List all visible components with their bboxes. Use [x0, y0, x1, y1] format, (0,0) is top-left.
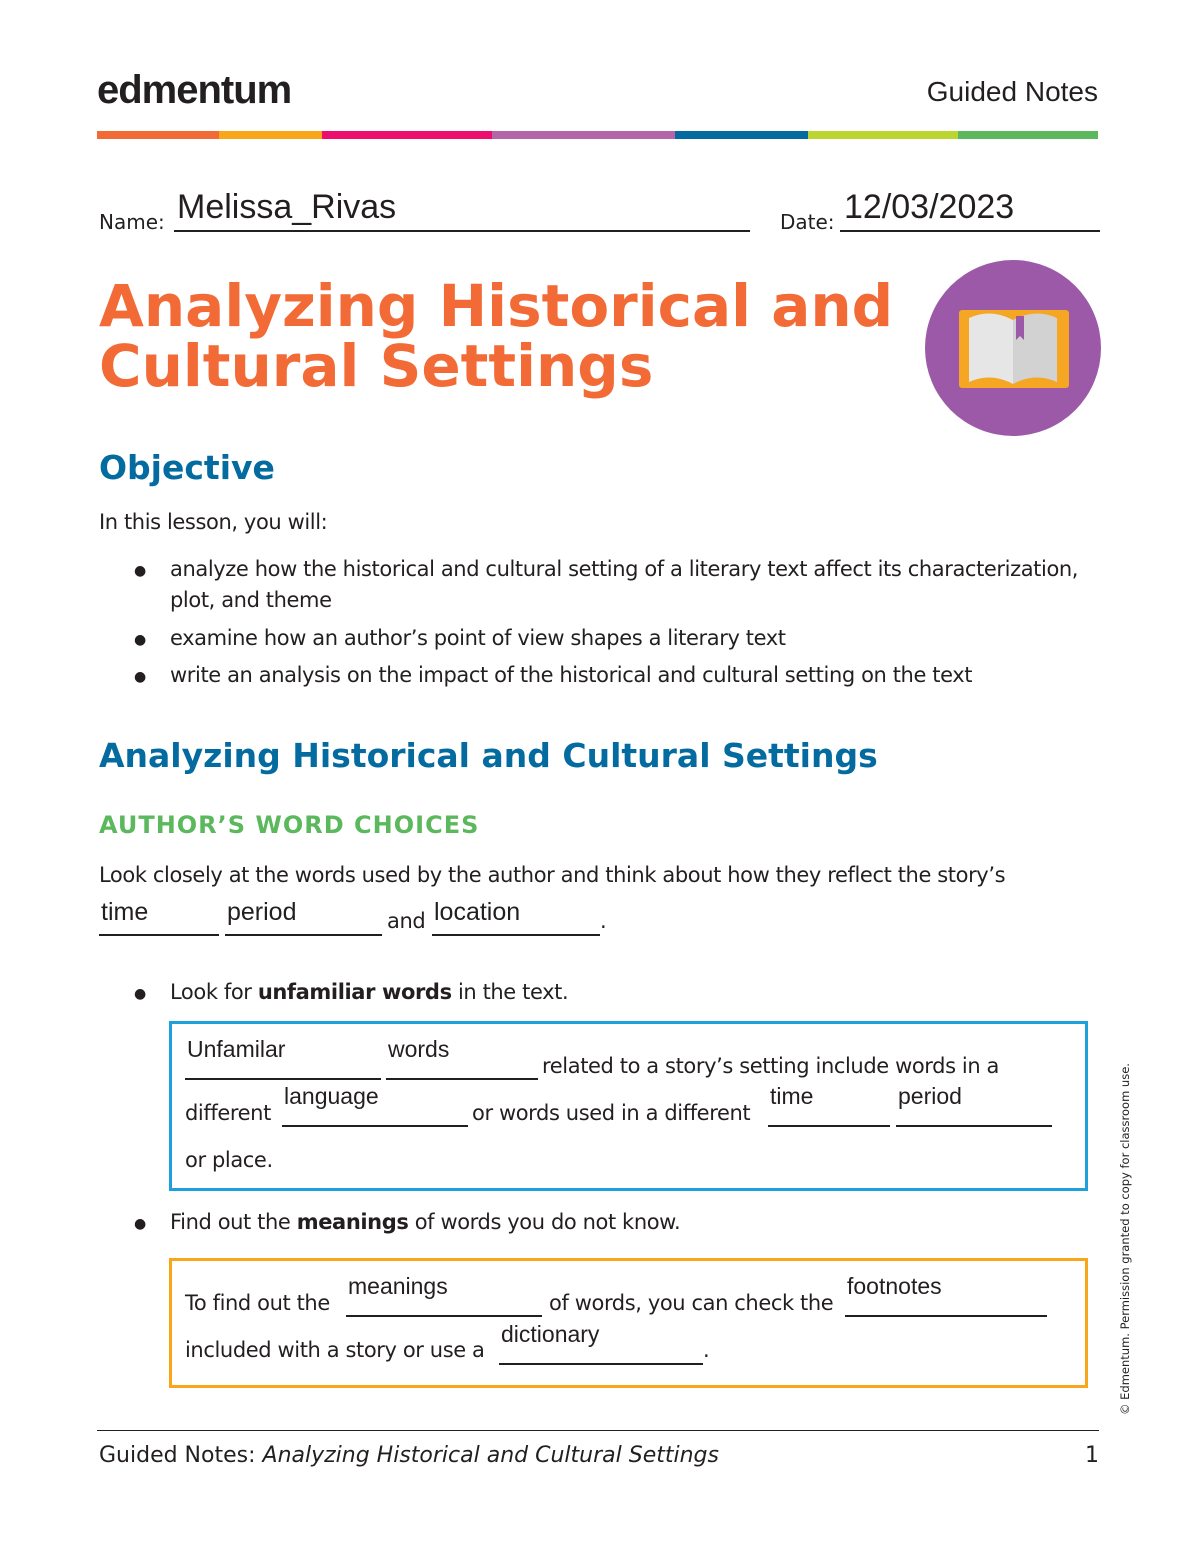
footer-divider	[97, 1430, 1099, 1431]
name-value: Melissa_Rivas	[177, 188, 397, 226]
box-text: or place.	[185, 1148, 273, 1172]
bullet-icon: ●	[134, 563, 147, 579]
blank-field[interactable]: time	[768, 1081, 890, 1127]
page-title: Analyzing Historical and Cultural Settings	[99, 272, 894, 400]
blank-field[interactable]: period	[225, 898, 382, 936]
box-text: different	[185, 1101, 271, 1125]
footer-title: Guided Notes: Analyzing Historical and Cultural Settings	[99, 1443, 719, 1468]
blank-field[interactable]: footnotes	[845, 1271, 1047, 1317]
objective-item-cont: plot, and theme	[170, 588, 332, 612]
bullet-icon: ●	[134, 669, 147, 685]
box-text: of words, you can check the	[549, 1291, 834, 1315]
bullet-icon: ●	[134, 632, 147, 648]
blank-field[interactable]: dictionary	[499, 1319, 703, 1365]
page-number: 1	[1085, 1443, 1099, 1468]
date-field[interactable]	[840, 188, 1100, 232]
notes-box-meanings	[169, 1258, 1088, 1388]
blank-field[interactable]: location	[432, 898, 600, 936]
blank-field[interactable]: Unfamilar	[185, 1034, 381, 1080]
bullet-icon: ●	[134, 986, 147, 1002]
blank-field[interactable]: period	[896, 1081, 1052, 1127]
period-mark: .	[600, 909, 607, 933]
objective-intro: In this lesson, you will:	[99, 510, 328, 534]
edmentum-logo: edmentum	[97, 68, 292, 112]
blank-field[interactable]: words	[386, 1034, 538, 1080]
color-bar	[97, 131, 1098, 139]
box-text: included with a story or use a	[185, 1338, 485, 1362]
name-label: Name:	[99, 210, 165, 234]
date-label: Date:	[780, 210, 835, 234]
objective-item: write an analysis on the impact of the historical and cultural setting on the text	[170, 663, 973, 687]
blank-field[interactable]: language	[282, 1081, 468, 1127]
date-value: 12/03/2023	[844, 188, 1015, 226]
section-heading: Analyzing Historical and Cultural Settings	[99, 736, 878, 775]
objective-item: examine how an author’s point of view shapes a literary text	[170, 626, 786, 650]
blank-field[interactable]: time	[99, 898, 219, 936]
box-text: or words used in a different	[472, 1101, 751, 1125]
box-text: related to a story’s setting include words in a	[542, 1054, 999, 1078]
objective-heading: Objective	[99, 448, 275, 487]
section-subheading: AUTHOR’S WORD CHOICES	[99, 811, 480, 839]
name-field[interactable]	[174, 188, 750, 232]
blank-field[interactable]: meanings	[346, 1271, 542, 1317]
notes-box-unfamiliar	[169, 1021, 1088, 1191]
doc-type: Guided Notes	[926, 76, 1098, 107]
and-text: and	[387, 909, 426, 933]
objective-item: analyze how the historical and cultural setting of a literary text affect its characterization,	[170, 557, 1079, 581]
copyright-notice: © Edmentum. Permission granted to copy for classroom use.	[1118, 1063, 1132, 1415]
box-text: To find out the	[185, 1291, 330, 1315]
box-text: .	[703, 1338, 710, 1362]
bullet-text: Look for unfamiliar words in the text.	[170, 980, 569, 1004]
bullet-icon: ●	[134, 1216, 147, 1232]
section-intro: Look closely at the words used by the author and think about how they reflect the story’s	[99, 863, 1006, 887]
book-icon	[925, 260, 1101, 436]
bullet-text: Find out the meanings of words you do not know.	[170, 1210, 681, 1234]
